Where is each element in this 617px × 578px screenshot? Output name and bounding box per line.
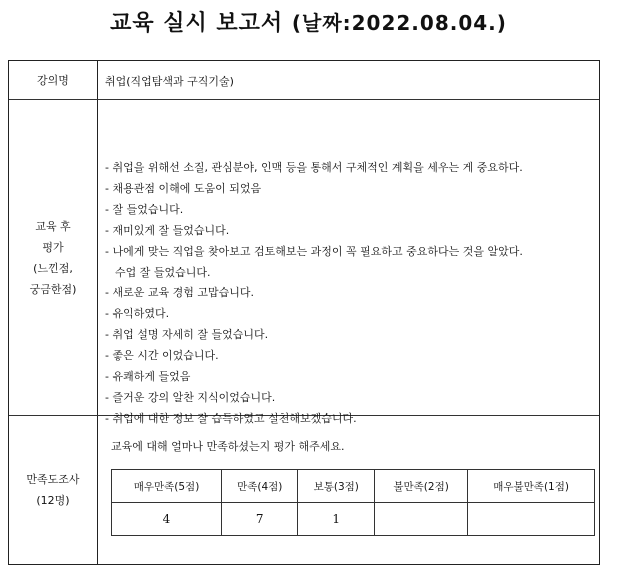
evaluation-list (105, 158, 523, 430)
satisfaction-row (9, 416, 599, 564)
evaluation-item: - 취업을 위해선 소질, 관심분야, 인맥 등을 통해서 구체적인 계획을 세우는 게 중요하다. (105, 161, 523, 174)
satisfaction-header: 매우만족(5점) (112, 470, 222, 503)
evaluation-label-cell (9, 100, 98, 415)
evaluation-item: - 좋은 시간 이었습니다. (105, 349, 219, 363)
course-label: 강의명 (37, 73, 69, 87)
evaluation-item-wrapped (105, 242, 523, 284)
course-content-cell (97, 61, 599, 99)
evaluation-label-line: (느낀점, (33, 261, 73, 275)
satisfaction-table (111, 469, 595, 536)
satisfaction-question: 교육에 대해 얼마나 만족하셨는지 평가 해주세요. (111, 440, 345, 453)
evaluation-item-continuation: 수업 잘 들었습니다. (115, 265, 211, 279)
satisfaction-count: 4 (112, 503, 222, 536)
satisfaction-count: 7 (222, 503, 298, 536)
title-text: 교육 실시 보고서 (110, 11, 284, 36)
satisfaction-header: 불만족(2점) (374, 470, 467, 503)
evaluation-label-line: 교육 후 (35, 219, 71, 233)
evaluation-item: - 잘 들었습니다. (105, 202, 184, 216)
course-name: 취업(직업탐색과 구직기술) (105, 75, 234, 88)
report-table (8, 60, 600, 565)
evaluation-item-text: - 나에게 맞는 직업을 찾아보고 검토해보는 과정이 꼭 필요하고 중요하다는 것을 알았다. (105, 244, 523, 258)
satisfaction-label: 만족도조사 (26, 473, 80, 486)
evaluation-item: - 채용관점 이해에 도움이 되었음 (105, 181, 262, 195)
satisfaction-header: 만족(4점) (222, 470, 298, 503)
evaluation-item: - 재미있게 잘 들었습니다. (105, 223, 230, 237)
satisfaction-count-row (112, 503, 595, 536)
satisfaction-count (374, 503, 467, 536)
evaluation-item: - 새로운 교육 경험 고맙습니다. (105, 286, 254, 300)
satisfaction-header-row (112, 470, 595, 503)
course-row (9, 61, 599, 100)
satisfaction-count (468, 503, 595, 536)
satisfaction-content-cell (97, 416, 599, 564)
satisfaction-header: 보통(3점) (298, 470, 374, 503)
satisfaction-header: 매우불만족(1점) (468, 470, 595, 503)
evaluation-row (9, 100, 599, 425)
evaluation-item: - 유익하였다. (105, 307, 170, 321)
report-title (0, 6, 617, 37)
evaluation-label-line: 평가 (42, 240, 64, 254)
evaluation-item: - 취업에 대한 정보 잘 습득하였고 실천해보겠습니다. (105, 411, 357, 425)
evaluation-item: - 유쾌하게 들었음 (105, 370, 191, 384)
satisfaction-count: 1 (298, 503, 374, 536)
course-label-cell (9, 61, 98, 99)
satisfaction-respondents: (12명) (36, 494, 70, 507)
evaluation-item: - 취업 설명 자세히 잘 들었습니다. (105, 328, 269, 342)
evaluation-content-cell (97, 100, 599, 425)
satisfaction-label-cell (9, 416, 98, 564)
evaluation-label-line: 궁금한점) (29, 282, 77, 296)
evaluation-item: - 즐거운 강의 알찬 지식이었습니다. (105, 390, 276, 404)
report-date: (날짜:2022.08.04.) (291, 11, 507, 35)
